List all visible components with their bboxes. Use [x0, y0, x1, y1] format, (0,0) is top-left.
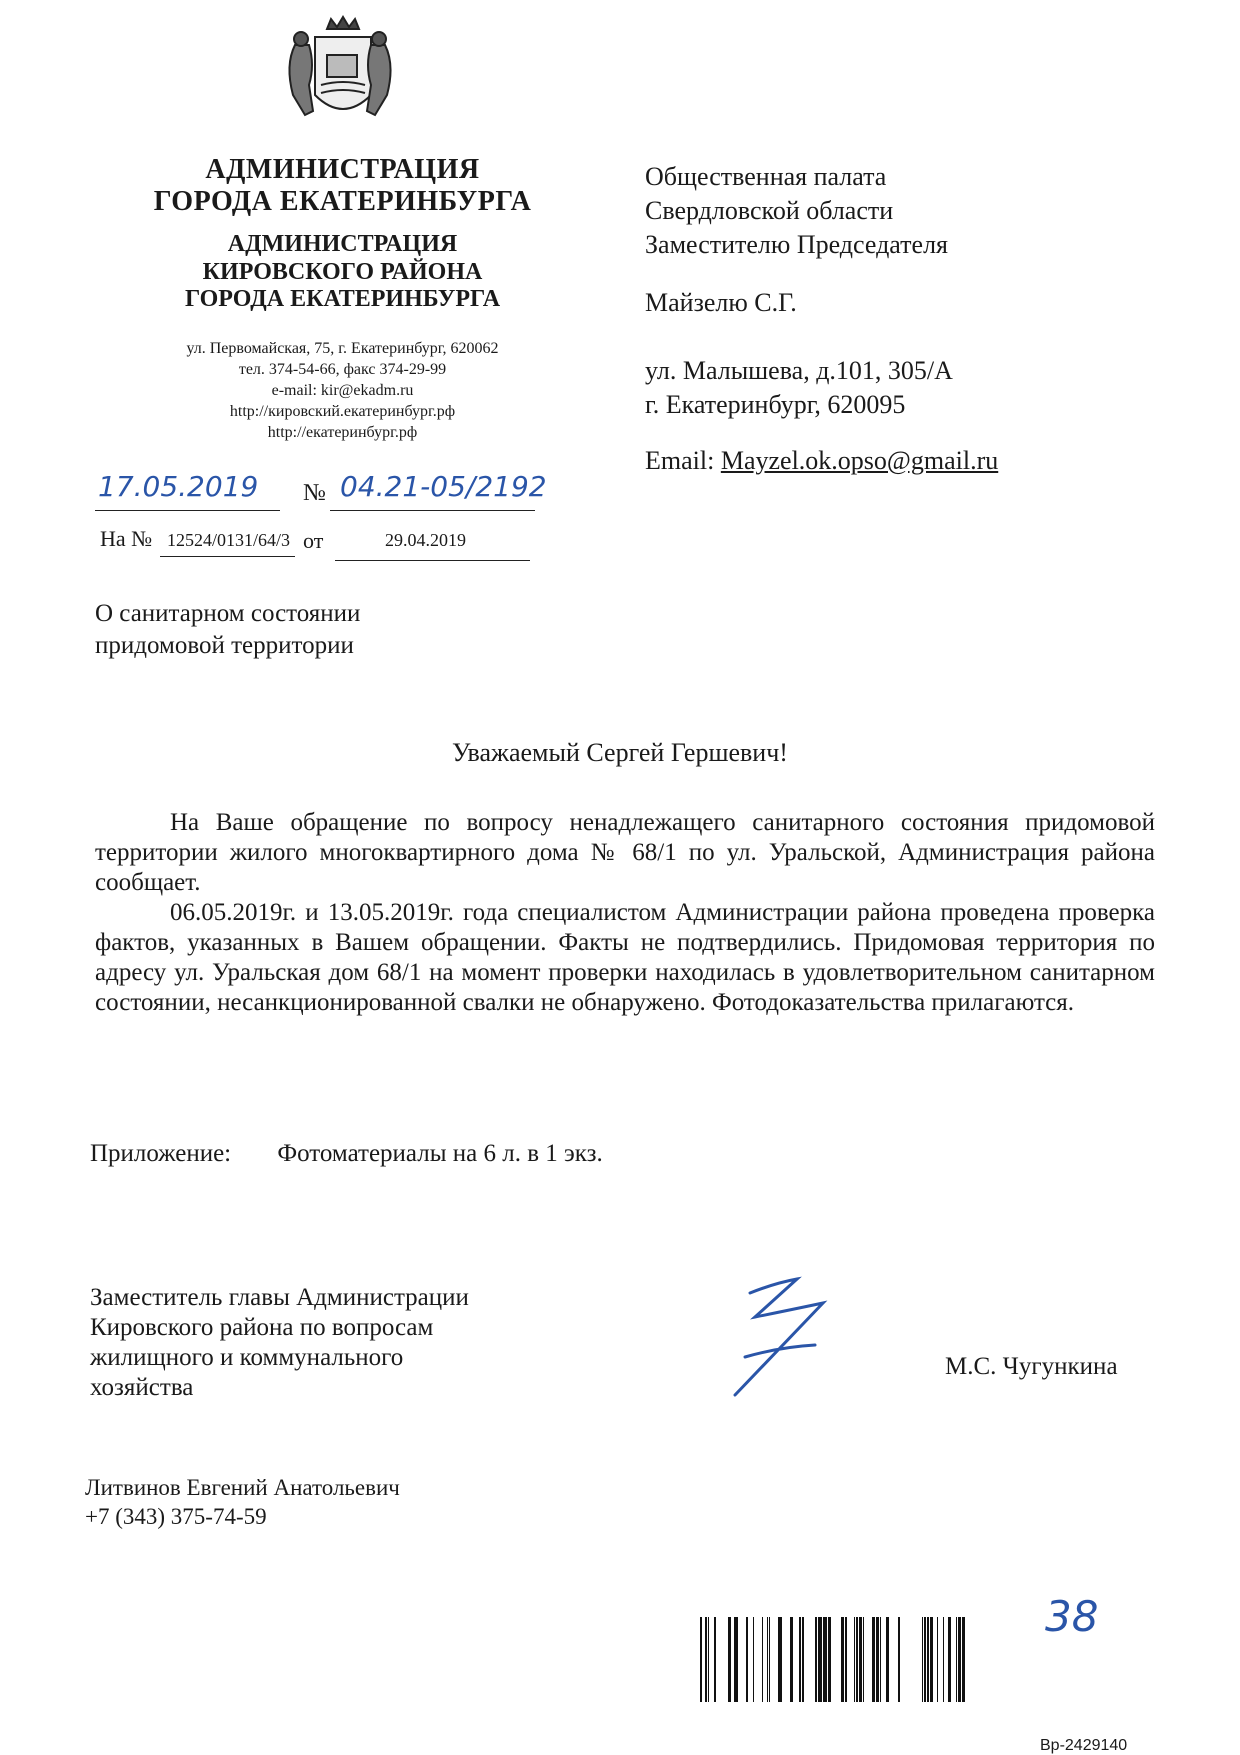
signatory-name: М.С. Чугункина — [945, 1353, 1118, 1380]
header-line: КИРОВСКОГО РАЙОНА — [202, 258, 483, 285]
signatory-position — [90, 1283, 469, 1403]
greeting: Уважаемый Сергей Гершевич! — [452, 738, 788, 767]
attachment-text: Фотоматериалы на 6 л. в 1 экз. — [277, 1140, 603, 1167]
reference-date: 29.04.2019 — [385, 530, 466, 550]
position-line: Кировского района по вопросам — [90, 1314, 434, 1341]
barcode-code: Вр-2429140 — [1040, 1737, 1128, 1754]
coat-of-arms-emblem — [265, 15, 415, 135]
header-line: ГОРОДА ЕКАТЕРИНБУРГА — [184, 286, 501, 313]
recipient-email-link[interactable]: Mayzel.ok.opso@gmail.ru — [720, 446, 999, 475]
recipient-block — [645, 160, 998, 478]
handwritten-signature — [705, 1275, 840, 1405]
recipient-email-row — [645, 444, 998, 478]
sender-phone: тел. 374-54-66, факс 374-29-99 — [238, 361, 447, 378]
recipient-line: Свердловской области — [645, 196, 894, 225]
city-administration-title — [95, 154, 590, 218]
district-administration-title — [95, 231, 590, 314]
body-paragraph: На Ваше обращение по вопросу ненадлежащего санитарного состояния придомовой территории жилого многоквартирного дома № 68/1 по ул. Уральской, Администрация района сообщает. — [95, 809, 1155, 896]
letter-subject — [95, 598, 360, 662]
position-line: Заместитель главы Администрации — [90, 1284, 469, 1311]
executor-block — [85, 1473, 400, 1531]
subject-line: придомовой территории — [95, 632, 354, 659]
header-line: АДМИНИСТРАЦИЯ — [205, 154, 480, 185]
sender-address: ул. Первомайская, 75, г. Екатеринбург, 620062 — [186, 340, 499, 357]
executor-phone: +7 (343) 375-74-59 — [85, 1504, 267, 1529]
recipient-line: Заместителю Председателя — [645, 230, 949, 259]
reference-from-label: от — [303, 528, 324, 553]
recipient-line: г. Екатеринбург, 620095 — [645, 390, 906, 419]
subject-line: О санитарном состоянии — [95, 600, 361, 627]
registration-number-label: № — [303, 480, 326, 506]
recipient-line: Общественная палата — [645, 162, 887, 191]
sender-site: http://кировский.екатеринбург.рф — [229, 403, 456, 420]
sender-email: e-mail: kir@ekadm.ru — [271, 382, 414, 399]
reference-number: 12524/0131/64/3 — [167, 530, 291, 550]
header-line: ГОРОДА ЕКАТЕРИНБУРГА — [153, 186, 532, 218]
body-paragraph: 06.05.2019г. и 13.05.2019г. года специалистом Администрации района проведена проверка фактов, указанных в Вашем обращении. Факты не подтвердились. Придомовая территория по адресу ул. Уральская дом 68/1 на момент проверки находилась в удовлетворительном санитарном состоянии, несанкционированной свалки не обнаружено. Фотодоказательства прилагаются. — [95, 899, 1155, 1016]
sender-contacts — [95, 338, 590, 443]
header-line: АДМИНИСТРАЦИЯ — [227, 231, 458, 257]
registration-date: 17.05.2019 — [98, 470, 259, 503]
registration-number: 04.21-05/2192 — [340, 470, 547, 503]
page-number: 38 — [1045, 1592, 1099, 1641]
recipient-line: ул. Малышева, д.101, 305/А — [645, 356, 953, 385]
reference-number-label: На № — [100, 526, 153, 551]
barcode-icon — [700, 1617, 965, 1702]
position-line: жилищного и коммунального — [90, 1344, 404, 1371]
executor-name: Литвинов Евгений Анатольевич — [85, 1475, 400, 1500]
sender-site: http://екатеринбург.рф — [267, 424, 418, 441]
position-line: хозяйства — [90, 1374, 194, 1401]
recipient-email-label: Email: — [645, 446, 715, 475]
attachment-label: Приложение: — [90, 1140, 232, 1167]
attachment-row — [90, 1140, 603, 1168]
recipient-name: Майзелю С.Г. — [645, 288, 797, 317]
letter-body — [95, 808, 1155, 1018]
